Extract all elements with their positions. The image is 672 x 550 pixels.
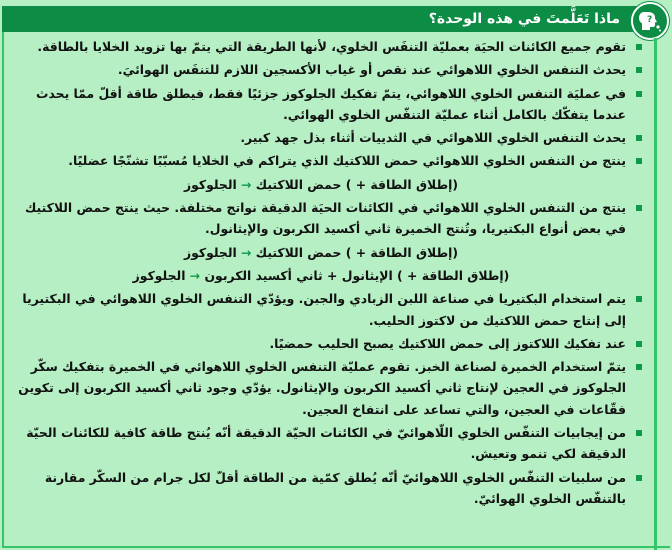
bullet-square-icon xyxy=(636,205,642,211)
bullet-square-icon xyxy=(636,341,642,347)
bullet-square-icon xyxy=(636,364,642,370)
list-item: يتمّ استخدام الخميرة لصناعة الخبز. تقوم عمليّة التنفس الخلوي اللاهوائي في الخميرة بتفكيك سكّر الجلوكوز في العجين لإنتاج ثاني أكسيد الكربون والإيثانول. يؤدّي وجود ثاني أكسيد الكربون إلى تكوين فقّاعات في العجين، والتي تساعد على انتفاخ العجين. xyxy=(16,356,646,420)
list-item: ينتج من التنفس الخلوي اللاهوائي في الكائنات الحيَة الدقيقة نواتج مختلفة. حيث ينتج حمض اللاكتيك في بعض أنواع البكتيريا، وتُنتج الخميرة ثاني أكسيد الكربون والإيثانول. xyxy=(16,197,646,240)
list-item: في عمليَة التنفس الخلوي اللاهوائي، يتمّ تفكيك الجلوكوز جزئيًا فقط، فيطلق طاقة أقلّ ممّا يحدث عندما يتفكّك بالكامل أثناء عمليّة التنفّس الخلوي الهوائي. xyxy=(16,83,646,126)
list-item: يحدث التنفس الخلوي اللاهوائي في الثدييات أثناء بذل جهد كبير. xyxy=(16,127,646,148)
list-item: تقوم جميع الكائنات الحيَة بعمليّة التنفَس الخلوي، لأنها الطريقة التي يتمّ بها تزويد الخلايا بالطاقة. xyxy=(16,36,646,57)
page-title: ماذا تَعَلَّمتَ في هذه الوحدة؟ xyxy=(428,11,620,27)
bullet-square-icon xyxy=(636,91,642,97)
bullet-square-icon xyxy=(636,430,642,436)
bullet-square-icon xyxy=(636,296,642,302)
svg-text:?: ? xyxy=(647,15,653,25)
arrow-icon: → xyxy=(241,176,252,192)
list-item: ينتج من التنفس الخلوي اللاهوائي حمض اللاكتيك الذي يتراكم في الخلايا مُسبّبًا تشنّجًا عضليًا. xyxy=(16,150,646,171)
list-item: عند تفكيك اللاكتوز إلى حمض اللاكتيك يصبح الحليب حمضيًا. xyxy=(16,333,646,354)
bullet-square-icon xyxy=(636,475,642,481)
list-item: يتم استخدام البكتيريا في صناعة اللبن الزبادي والجبن. ويؤدّي التنفس الخلوي اللاهوائي في البكتيريا إلى إنتاج حمض اللاكتيك من لاكتوز الحليب. xyxy=(16,288,646,331)
thinking-head-icon xyxy=(631,2,669,40)
equation-ethanol: (إطلاق الطاقة + ) الإيثانول + ثاني أكسيد الكربون → الجلوكوز xyxy=(132,267,510,283)
head-silhouette-icon xyxy=(638,9,662,33)
arrow-icon: → xyxy=(189,267,201,283)
right-divider-line xyxy=(654,38,657,550)
bullet-square-icon xyxy=(636,44,642,50)
bullet-square-icon xyxy=(636,135,642,141)
arrow-icon: → xyxy=(241,244,252,260)
bullet-square-icon xyxy=(636,67,642,73)
equation-lactic-animal: (إطلاق الطاقة + ) حمض اللاكتيك → الجلوكوز xyxy=(183,176,459,192)
list-item: من إيجابيات التنفّس الخلوي اللّاهوائيّ في الكائنات الحيّة الدقيقة أنّه يُنتج طاقة كافية للكائنات الحيّة الدقيقة لكي تنمو وتعيش. xyxy=(16,422,646,465)
list-item: من سلبيات التنفّس الخلوي اللاهوائيّ أنّه يُطلق كمّية من الطاقة أقلّ لكل جرام من السكّر مقارنة بالتنفّس الخلوي الهوائيّ. xyxy=(16,467,646,510)
list-item: يحدث التنفس الخلوي اللاهوائي عند نقص أو غياب الأكسجين اللازم للتنفَس الهوائيَ. xyxy=(16,59,646,80)
equation-lactic-bacteria: (إطلاق الطاقة + ) حمض اللاكتيك → الجلوكوز xyxy=(183,244,459,260)
bullet-square-icon xyxy=(636,158,642,164)
content-list xyxy=(16,36,646,511)
